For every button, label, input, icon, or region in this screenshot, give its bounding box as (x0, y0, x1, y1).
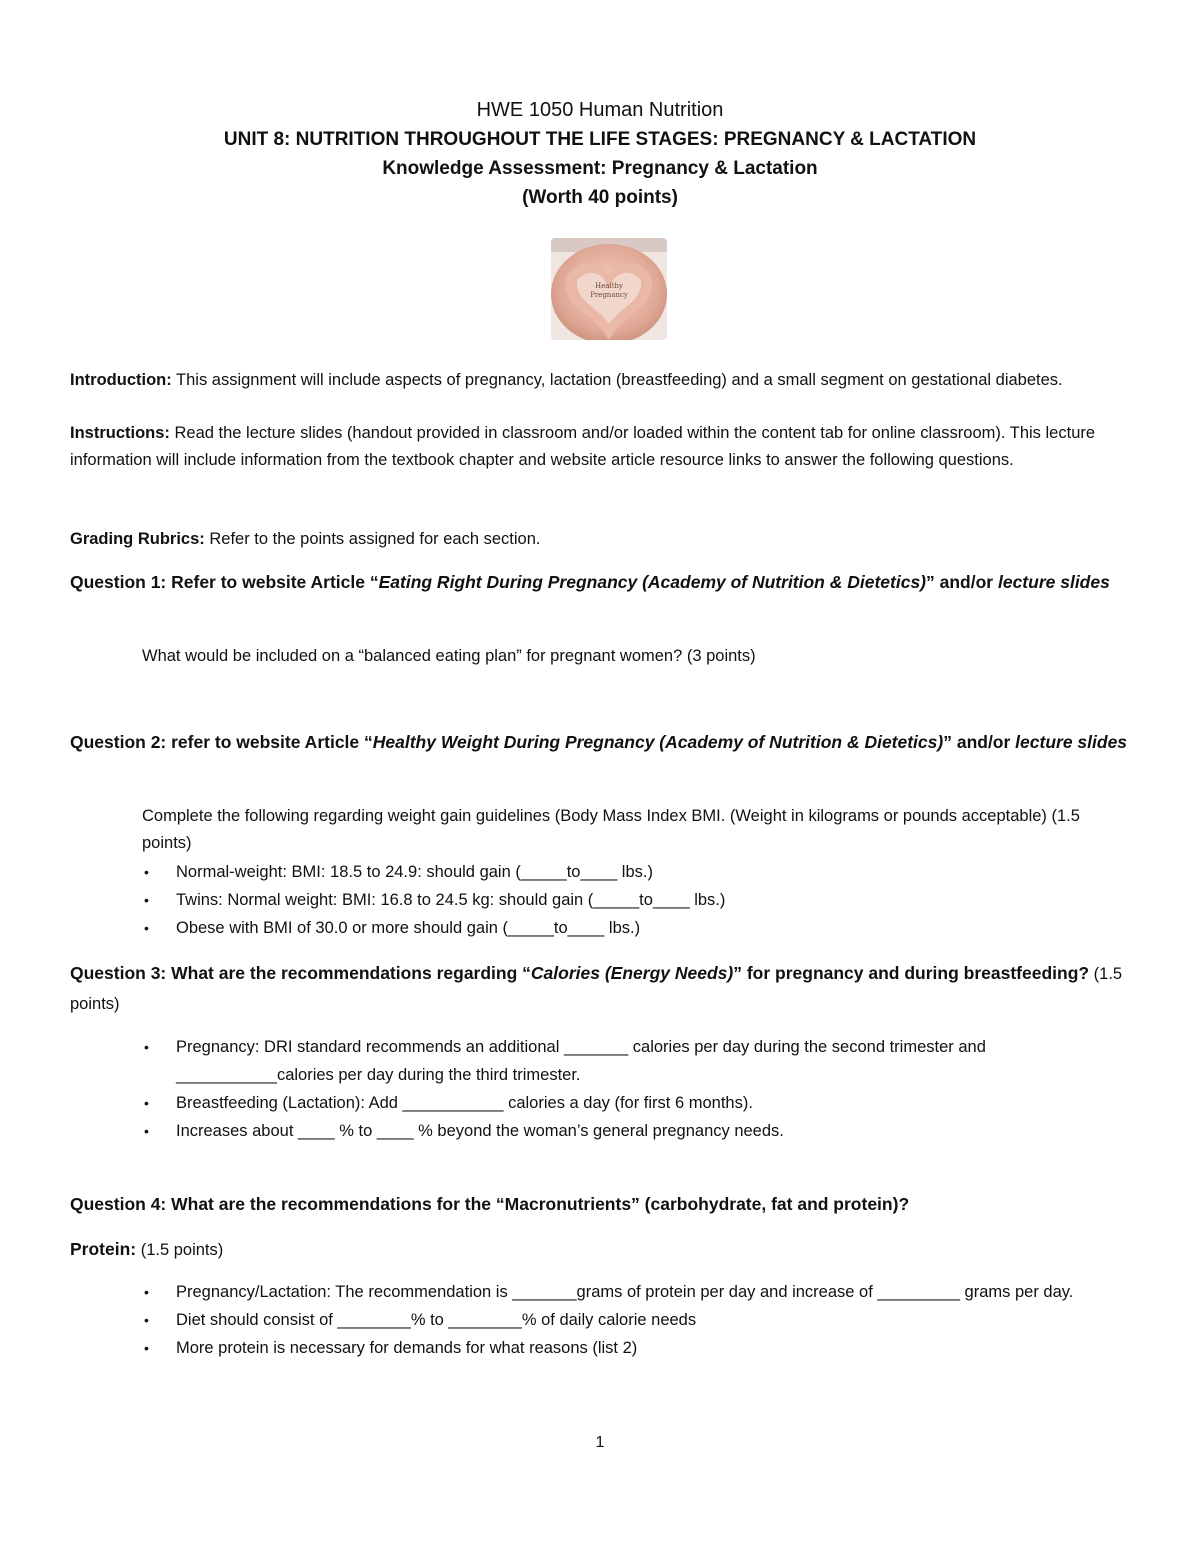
grading-text: Refer to the points assigned for each section. (204, 530, 541, 548)
bullet-text: Breastfeeding (Lactation): Add ___________ calories a day (for first 6 months). (176, 1094, 753, 1112)
introduction-paragraph (70, 367, 1140, 394)
assessment-title: Knowledge Assessment: Pregnancy & Lactation (382, 158, 818, 179)
question-3-list (142, 1033, 1117, 1145)
protein-points: (1.5 points) (136, 1241, 224, 1259)
document-header (0, 96, 1200, 212)
question-1-title (70, 568, 1140, 597)
q2-article: Healthy Weight During Pregnancy (Academy of Nutrition & Dietetics) (372, 732, 944, 752)
bullet-text: Pregnancy/Lactation: The recommendation is _______grams of protein per day and increase of _________ grams per day. (176, 1283, 1074, 1301)
image-text-healthy: Healthy (595, 282, 623, 290)
bullet-icon: • (144, 1284, 149, 1300)
grading-paragraph (70, 526, 1140, 553)
bullet-icon: • (144, 920, 149, 936)
question-1-prompt: What would be included on a “balanced eating plan” for pregnant women? (3 points) (142, 647, 756, 665)
unit-title: UNIT 8: NUTRITION THROUGHOUT THE LIFE STAGES: PREGNANCY & LACTATION (223, 129, 977, 150)
bullet-icon: • (144, 1123, 149, 1139)
list-item (142, 886, 1142, 914)
bullet-text: More protein is necessary for demands for what reasons (list 2) (176, 1339, 638, 1357)
bullet-text: Pregnancy: DRI standard recommends an additional _______ calories per day during the second trimester and ___________calories per day during the third trimester. (176, 1038, 986, 1084)
bullet-text: Normal-weight: BMI: 18.5 to 24.9: should gain (_____to____ lbs.) (176, 863, 653, 881)
pregnant-belly-heart-hands-icon (551, 238, 667, 340)
bullet-icon: • (144, 1039, 149, 1055)
question-4-title: Question 4: What are the recommendations for the “Macronutrients” (carbohydrate, fat and protein)? (70, 1194, 910, 1214)
question-2-title (70, 728, 1140, 757)
list-item (142, 1117, 1117, 1145)
question-2-prompt: Complete the following regarding weight gain guidelines (Body Mass Index BMI. (Weight in kilograms or pounds acceptable) (1.5 points) (142, 807, 1080, 852)
bullet-text: Obese with BMI of 30.0 or more should gain (_____to____ lbs.) (176, 919, 641, 937)
instructions-paragraph (70, 420, 1140, 473)
question-2-list (142, 858, 1142, 942)
bullet-icon: • (144, 1312, 149, 1328)
q3-topic: Calories (Energy Needs) (530, 963, 734, 983)
protein-heading (70, 1236, 1140, 1264)
q1-article: Eating Right During Pregnancy (Academy of Nutrition & Dietetics) (378, 572, 927, 592)
q1-suffix: ” and/or (926, 572, 998, 592)
question-3-title (70, 959, 1140, 1019)
q2-suffix: ” and/or (943, 732, 1016, 752)
list-item (142, 858, 1142, 886)
bullet-icon: • (144, 892, 149, 908)
introduction-text: This assignment will include aspects of pregnancy, lactation (breastfeeding) and a small segment on gestational diabetes. (171, 371, 1063, 389)
list-item (142, 1278, 1117, 1306)
q2-prefix: Question 2: refer to website Article “ (70, 732, 373, 752)
protein-label: Protein: (70, 1239, 137, 1259)
bullet-icon: • (144, 864, 149, 880)
q1-lecture-slides: lecture slides (997, 572, 1110, 592)
list-item (142, 1033, 1117, 1089)
list-item (142, 1334, 1117, 1362)
healthy-pregnancy-image (551, 238, 667, 340)
list-item (142, 1089, 1117, 1117)
instructions-text: Read the lecture slides (handout provided in classroom and/or loaded within the content tab for online classroom). This lecture information will include information from the textbook chapter and website article resource links to answer the following questions. (70, 424, 1096, 469)
worth-points: (Worth 40 points) (522, 187, 678, 208)
bullet-text: Diet should consist of ________% to ________% of daily calorie needs (176, 1311, 697, 1329)
instructions-label: Instructions: (70, 424, 170, 442)
page-number: 1 (595, 1434, 605, 1451)
q2-lecture-slides: lecture slides (1015, 732, 1128, 752)
q3-prefix: Question 3: What are the recommendations regarding “ (70, 963, 531, 983)
image-text-pregnancy: Pregnancy (590, 291, 628, 299)
introduction-label: Introduction: (70, 371, 172, 389)
q1-prefix: Question 1: Refer to website Article “ (70, 572, 379, 592)
grading-label: Grading Rubrics: (70, 530, 205, 548)
course-title: HWE 1050 Human Nutrition (476, 99, 724, 121)
bullet-icon: • (144, 1340, 149, 1356)
q3-suffix: ” for pregnancy and during breastfeeding? (733, 963, 1090, 983)
bullet-text: Increases about ____ % to ____ % beyond the woman’s general pregnancy needs. (176, 1122, 784, 1140)
bullet-text: Twins: Normal weight: BMI: 16.8 to 24.5 kg: should gain (_____to____ lbs.) (176, 891, 726, 909)
list-item (142, 1306, 1117, 1334)
q3-points: (1.5 points) (70, 965, 1123, 1013)
question-4-list (142, 1278, 1117, 1362)
bullet-icon: • (144, 1095, 149, 1111)
list-item (142, 914, 1142, 942)
